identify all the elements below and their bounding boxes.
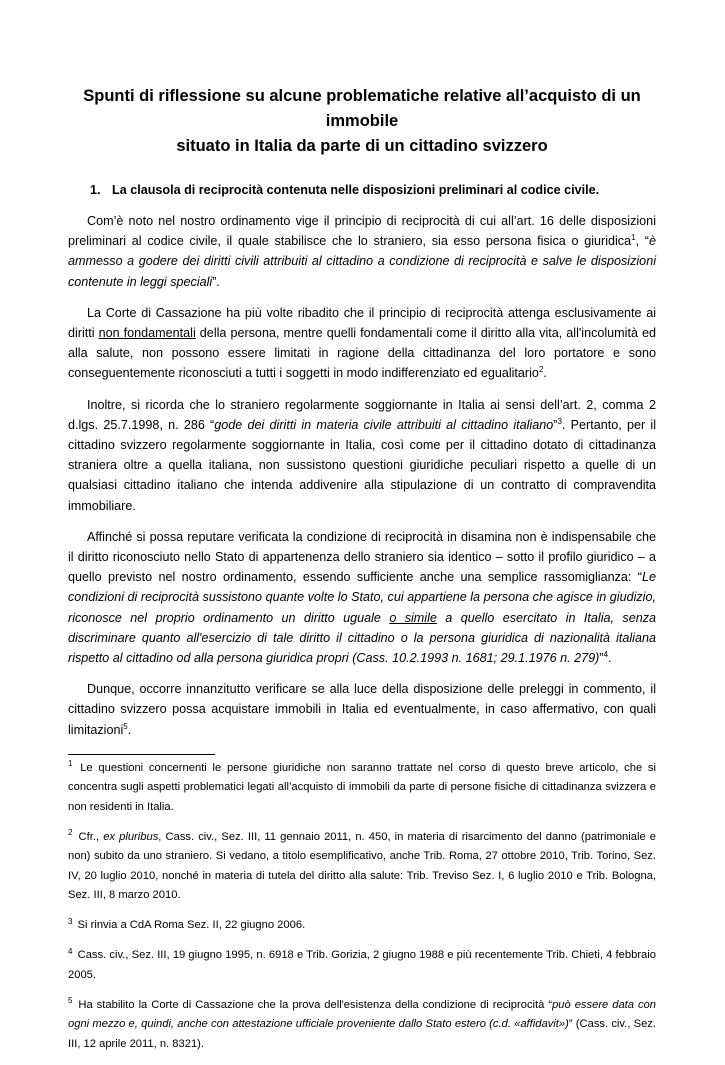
quote-art-2: gode dei diritti in materia civile attribuiti al cittadino italiano [214, 417, 554, 432]
footnote-mark: 3 [68, 916, 73, 926]
paragraph-text: . Pertanto, per il cittadino svizzero regolarmente soggiornante in Italia, così come per il cittadino dotato di cittadinanza straniera oltre a quella italiana, non sussistono questioni giuridiche peculiari rispetto a quelle di un qualsiasi cittadino italiano che intenda addivenire alla stipulazione di un contratto di compravendita immobiliare. [68, 417, 656, 513]
footnote-text: Le questioni concernenti le persone giuridiche non saranno trattate nel corso di questo breve articolo, che si concentra sugli aspetti problematici legati all’acquisto di immobili da parte di persone fisiche di cittadinanza svizzera e non residenti in Italia. [68, 761, 656, 813]
paragraph-4 [68, 527, 656, 668]
paragraph-text: ”. [212, 274, 220, 289]
footnote-mark: 4 [68, 946, 73, 956]
footnote-mark: 5 [68, 996, 73, 1006]
quote-art-16: è ammesso a godere dei diritti civili attribuiti al cittadino a condizione di reciprocità e salve le disposizioni contenute in leggi speciali [68, 234, 656, 289]
paragraph-5 [68, 679, 656, 740]
paragraph-text: , “ [635, 234, 649, 249]
title-line-2: situato in Italia da parte di un cittadino svizzero [176, 137, 548, 155]
footnote-3 [68, 916, 656, 936]
paragraph-text: . [127, 722, 132, 737]
footnote-2 [68, 828, 656, 906]
paragraph-text: . [543, 366, 547, 381]
paragraph-text: Dunque, occorre innanzitutto verificare se alla luce della disposizione delle preleggi in commento, il cittadino svizzero possa acquistare immobili in Italia ed eventualmente, in caso affermativo, con quali limitazioni [68, 682, 656, 737]
footnote-4 [68, 946, 656, 985]
document-title [68, 84, 656, 159]
footnote-text: Cass. civ., Sez. III, 19 giugno 1995, n. 6918 e Trib. Gorizia, 2 giugno 1988 e più recentemente Trib. Chieti, 4 febbraio 2005. [68, 949, 656, 981]
paragraph-text: ” [553, 417, 558, 432]
section-heading-text: La clausola di reciprocità contenuta nelle disposizioni preliminari al codice civile. [112, 183, 600, 197]
underlined-text: o simile [389, 610, 437, 625]
section-number: 1. [90, 183, 101, 197]
quote-text: Le condizioni di reciprocità sussistono quante volte lo Stato, cui appartiene la persona che agisce in giudizio, riconosce nel proprio ordinamento un diritto uguale [68, 570, 656, 625]
footnote-ref-3[interactable]: 3 [557, 416, 562, 426]
paragraph-1 [68, 211, 656, 292]
footnote-ref-4[interactable]: 4 [603, 649, 609, 659]
footnote-italic: può essere data con ogni mezzo e, quindi, anche con attestazione ufficiale proveniente dallo Stato estero (c.d. «affidavit») [68, 998, 657, 1031]
paragraph-2 [68, 303, 656, 384]
section-heading [90, 181, 656, 199]
footnotes [68, 759, 656, 1055]
paragraph-text: Inoltre, si ricorda che lo straniero regolarmente soggiornante in Italia ai sensi dell’art. 2, comma 2 d.lgs. 25.7.1998, n. 286 “ [68, 397, 656, 432]
paragraph-text: ” [599, 651, 604, 666]
footnote-ref-5[interactable]: 5 [123, 721, 128, 731]
paragraph-text: Affinché si possa reputare verificata la condizione di reciprocità in disamina non è indispensabile che il diritto riconosciuto nello Stato di appartenenza dello straniero sia identico – sotto il profilo giuridico – a quello previsto nel nostro ordinamento, essendo sufficiente anche una semplice rassomiglianza: “ [68, 529, 656, 585]
footnote-italic: ex pluribus [103, 830, 159, 843]
paragraph-text: Com’è noto nel nostro ordinamento vige il principio di reciprocità di cui all’art. 16 delle disposizioni preliminari al codice civile, il quale stabilisce che lo straniero, sia esso persona fisica o giuridica [68, 214, 656, 249]
footnote-separator [68, 754, 215, 755]
paragraph-text: della persona, mentre quelli fondamentali come il diritto alla vita, all'incolumità ed alla salute, non possono essere limitati in ragione della cittadinanza del loro portatore e sono conseguentemente riconosciuti a tutti i soggetti in modo indifferenziato ed egualitario [68, 326, 657, 381]
footnote-text: Cfr., [74, 830, 104, 843]
footnote-ref-2[interactable]: 2 [538, 365, 544, 375]
footnote-text: Si rinvia a CdA Roma Sez. II, 22 giugno 2006. [74, 919, 306, 932]
paragraph-3 [68, 395, 656, 516]
footnote-ref-1[interactable]: 1 [631, 233, 636, 243]
underlined-text: non fondamentali [98, 326, 196, 341]
quote-text: a quello esercitato in Italia, senza discriminare quanto all'esercizio di tale diritto il cittadino o la persona giuridica di nazionalità italiana rispetto al cittadino od alla persona giuridica propri (Cass. 10.2.1993 n. 1681; 29.1.1976 n. 279) [68, 610, 657, 666]
footnote-mark: 1 [68, 759, 73, 769]
footnote-text: Ha stabilito la Corte di Cassazione che la prova dell'esistenza della condizione di reciprocità “ [74, 998, 553, 1011]
footnote-mark: 2 [68, 828, 73, 838]
footnote-text: , Cass. civ., Sez. III, 11 gennaio 2011, n. 450, in materia di risarcimento del danno (patrimoniale e non) subito da uno straniero. Si vedano, a titolo esemplificativo, anche Trib. Roma, 27 ottobre 2010, Trib. Torino, Sez. IV, 20 luglio 2010, nonché in materia di tutela del diritto alla salute: Trib. Treviso Sez. I, 6 luglio 2010 e Trib. Bologna, Sez. III, 8 marzo 2010. [68, 830, 656, 902]
title-line-1: Spunti di riflessione su alcune problematiche relative all’acquisto di un immobile [83, 87, 641, 130]
footnote-text: ” (Cass. civ., Sez. III, 12 aprile 2011, n. 8321). [68, 1018, 656, 1050]
footnote-5 [68, 996, 656, 1055]
quote-cassazione [68, 570, 656, 665]
footnote-1 [68, 759, 656, 818]
paragraph-text: . [608, 651, 612, 666]
document-page [68, 84, 656, 1065]
paragraph-text: La Corte di Cassazione ha più volte ribadito che il principio di reciprocità attenga esclusivamente ai diritti [68, 305, 656, 341]
